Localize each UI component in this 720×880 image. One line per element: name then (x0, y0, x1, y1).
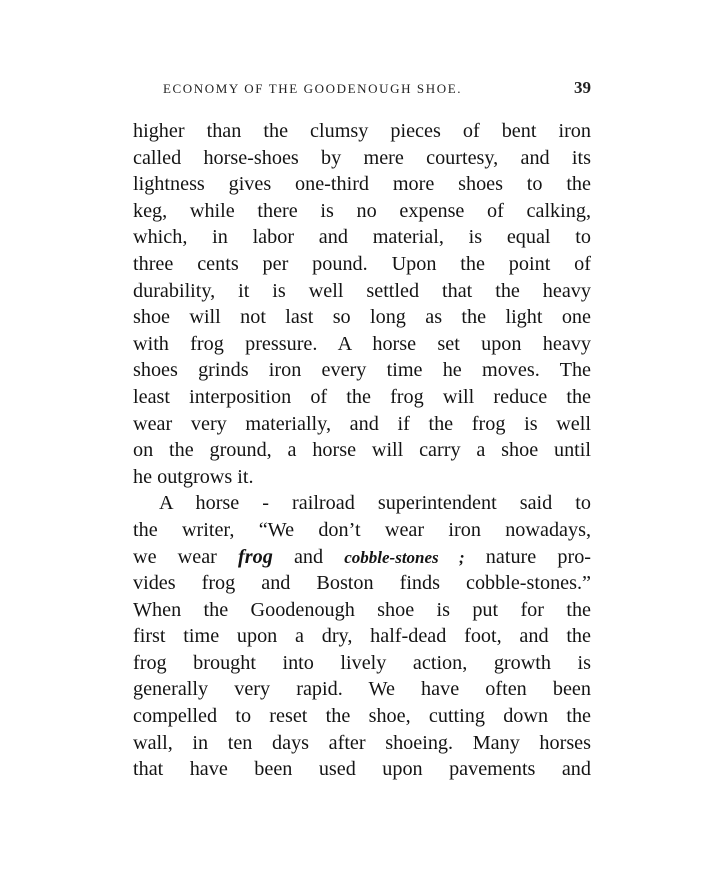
italic-cobble-stones: cobble-stones ; (344, 547, 465, 567)
paragraph-2 (133, 490, 591, 783)
text-line: durability, it is well settled that the heavy (133, 279, 591, 302)
text-line: frog brought into lively action, growth is (133, 651, 591, 674)
text-line: keg, while there is no expense of calking, (133, 199, 591, 222)
text-line: he outgrows it. (133, 465, 254, 488)
text-line: which, in labor and material, is equal to (133, 226, 591, 249)
text-line: first time upon a dry, half-dead foot, and the (133, 625, 591, 648)
text-run: nature pro- (464, 545, 592, 568)
text-line: that have been used upon pavements and (133, 758, 591, 781)
text-line: generally very rapid. We have often been (133, 678, 591, 701)
text-line: the writer, “We don’t wear iron nowadays, (133, 518, 591, 541)
italic-frog: frog (238, 545, 273, 568)
text-line: lightness gives one-third more shoes to the (133, 173, 591, 196)
running-title: ECONOMY OF THE GOODENOUGH SHOE. (163, 81, 463, 96)
text-line: with frog pressure. A horse set upon heavy (133, 332, 591, 355)
text-line: least interposition of the frog will reduce the (133, 385, 591, 408)
text-line: vides frog and Boston finds cobble-stones.” (133, 572, 591, 595)
text-line: When the Goodenough shoe is put for the (133, 598, 591, 621)
text-line: compelled to reset the shoe, cutting down the (133, 705, 591, 728)
text-line: shoes grinds iron every time he moves. The (133, 359, 591, 382)
text-line: wall, in ten days after shoeing. Many horses (133, 731, 591, 754)
paragraph-1 (133, 118, 591, 490)
text-run: and (272, 545, 345, 568)
text-line: higher than the clumsy pieces of bent iron (133, 120, 591, 142)
text-line: wear very materially, and if the frog is well (133, 412, 591, 435)
text-line-with-italics (133, 544, 591, 571)
text-line: three cents per pound. Upon the point of (133, 252, 591, 275)
body-text (133, 118, 591, 783)
text-line: A horse - railroad superintendent said to (159, 492, 591, 515)
text-run: we wear (133, 545, 239, 568)
text-line: on the ground, a horse will carry a shoe until (133, 439, 591, 462)
text-line: called horse-shoes by mere courtesy, and its (133, 146, 591, 169)
text-line: shoe will not last so long as the light one (133, 306, 591, 329)
page-number: 39 (574, 78, 591, 97)
running-head (163, 78, 591, 98)
